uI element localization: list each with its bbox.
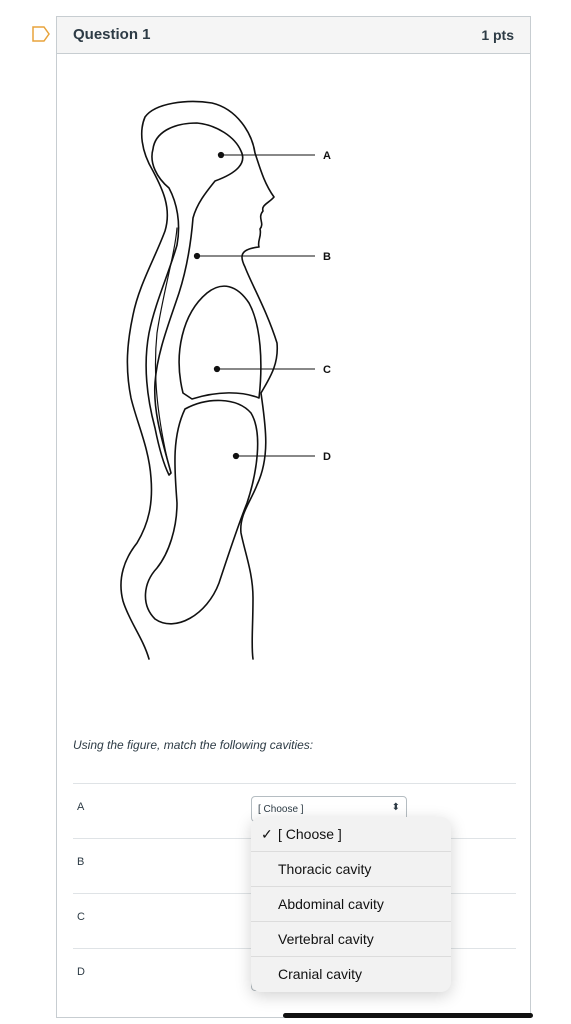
checkmark-icon: ✓ xyxy=(261,826,273,842)
match-label-a: A xyxy=(77,801,85,813)
figure-label-a: A xyxy=(323,150,331,162)
body-cavities-figure xyxy=(57,53,530,703)
body-outline xyxy=(121,102,277,659)
dropdown-option-cranial[interactable]: Cranial cavity xyxy=(278,966,363,982)
question-points: 1 pts xyxy=(481,27,514,43)
question-prompt: Using the figure, match the following cavities: xyxy=(73,738,314,752)
chevron-updown-icon: ⬍ xyxy=(391,802,400,813)
figure-label-c: C xyxy=(323,364,331,376)
question-header xyxy=(57,17,530,54)
home-indicator[interactable] xyxy=(283,1013,533,1018)
thoracic-cavity xyxy=(179,286,261,399)
flag-icon[interactable] xyxy=(32,26,50,42)
dropdown-option-thoracic[interactable]: Thoracic cavity xyxy=(251,852,451,887)
match-label-c: C xyxy=(77,911,85,923)
figure-label-b: B xyxy=(323,251,331,263)
dropdown-option-vertebral[interactable]: Vertebral cavity xyxy=(251,922,451,957)
options-dropdown xyxy=(251,817,451,992)
dropdown-option-choose[interactable]: ✓ [ Choose ] xyxy=(251,817,451,852)
dropdown-option-abdominal[interactable]: Abdominal cavity xyxy=(251,887,451,922)
match-label-d: D xyxy=(77,966,85,978)
figure-label-d: D xyxy=(323,451,331,463)
question-title: Question 1 xyxy=(73,26,151,43)
match-label-b: B xyxy=(77,856,85,868)
select-value: [ Choose ] xyxy=(258,804,304,815)
